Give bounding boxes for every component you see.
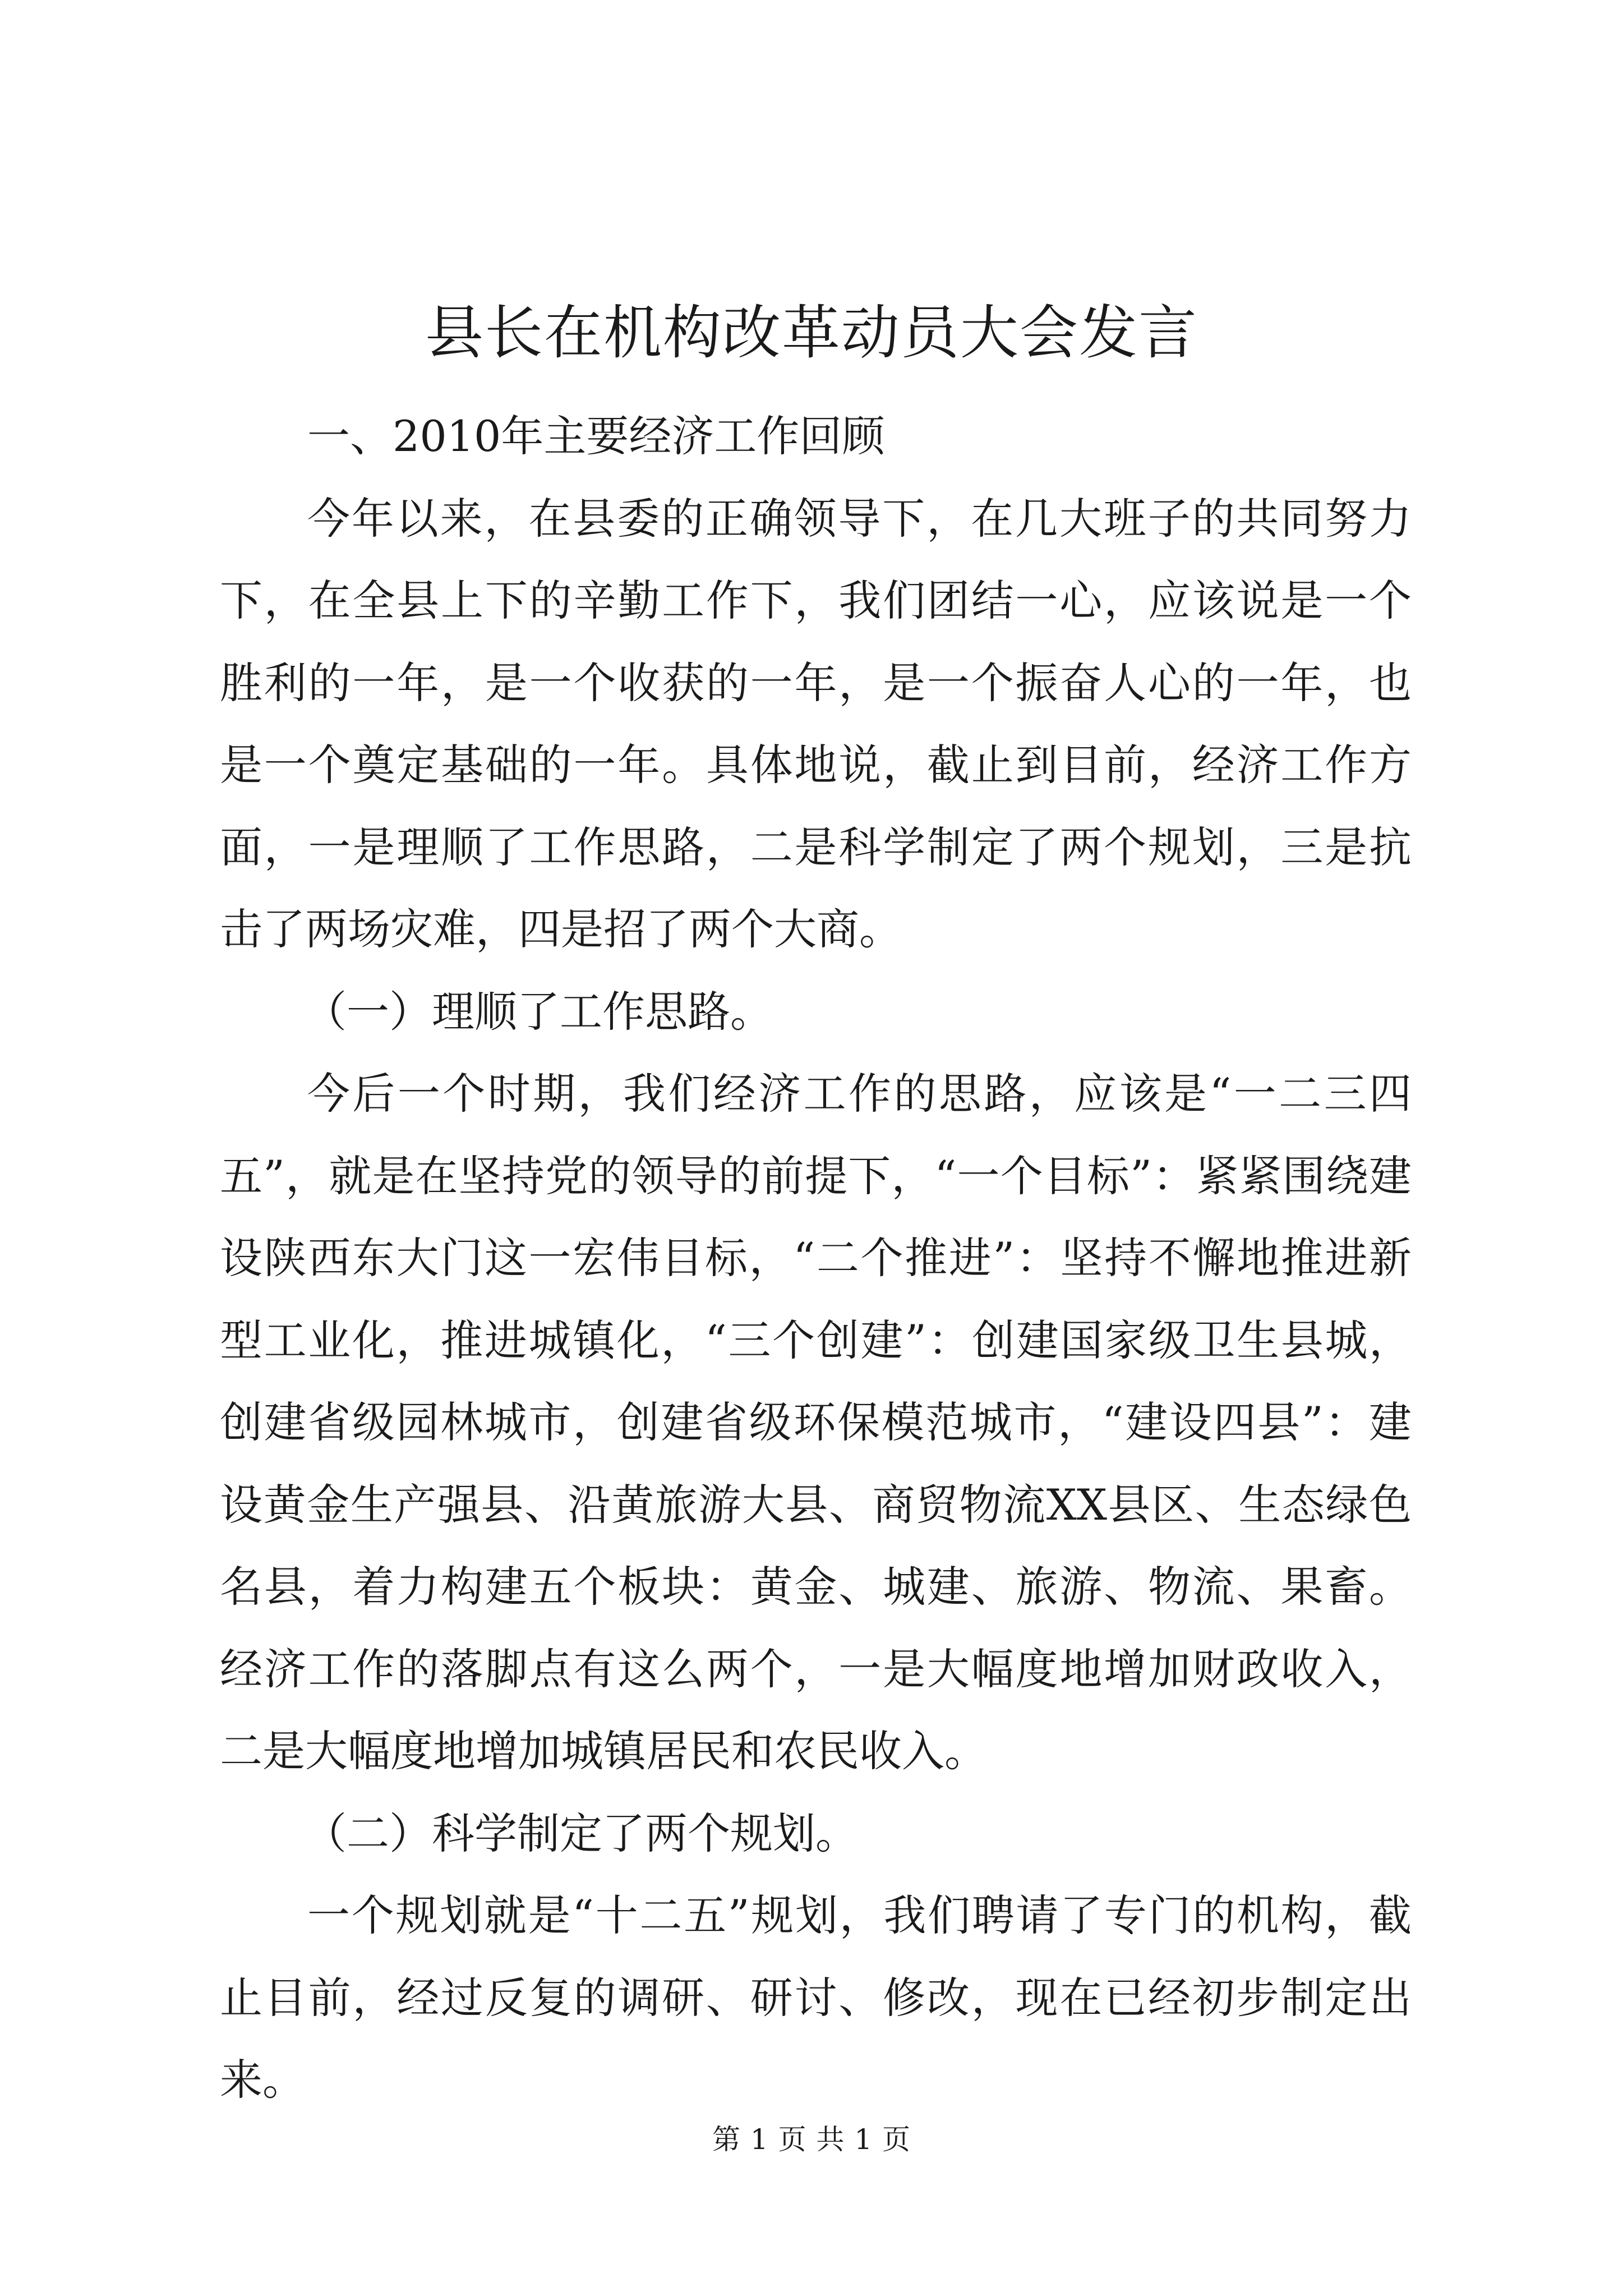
body-paragraph: 一个规划就是“十二五”规划，我们聘请了专门的机构，截止目前，经过反复的调研、研讨、修改，现在已经初步制定出来。 [220, 1890, 1412, 2105]
page-number-footer: 第 1 页 共 1 页 [712, 2123, 911, 2156]
subsection-heading: （二）科学制定了两个规划。 [304, 1808, 858, 1858]
body-paragraph: 今年以来，在县委的正确领导下，在几大班子的共同努力下，在全县上下的辛勤工作下，我们团结一心，应该说是一个胜利的一年，是一个收获的一年，是一个振奋人心的一年，也是一个奠定基础的一年。具体地说，截止到目前，经济工作方面，一是理顺了工作思路，二是科学制定了两个规划，三是抗击了两场灾难，四是招了两个大商。 [220, 493, 1412, 954]
document-body [220, 395, 1412, 2122]
body-paragraph: 今后一个时期，我们经济工作的思路，应该是“一二三四五”，就是在坚持党的领导的前提下，“一个目标”：紧紧围绕建设陕西东大门这一宏伟目标，“二个推进”：坚持不懈地推进新型工业化，推进城镇化，“三个创建”：创建国家级卫生县城，创建省级园林城市，创建省级环保模范城市，“建设四县”：建设黄金生产强县、沿黄旅游大县、商贸物流XX县区、生态绿色名县，着力构建五个板块：黄金、城建、旅游、物流、果畜。经济工作的落脚点有这么两个，一是大幅度地增加财政收入，二是大幅度地增加城镇居民和农民收入。 [220, 1069, 1412, 1776]
section-heading: 一、2010年主要经济工作回顾 [307, 411, 885, 461]
document-title: 县长在机构改革动员大会发言 [425, 298, 1198, 367]
subsection-heading: （一）理顺了工作思路。 [304, 986, 773, 1037]
